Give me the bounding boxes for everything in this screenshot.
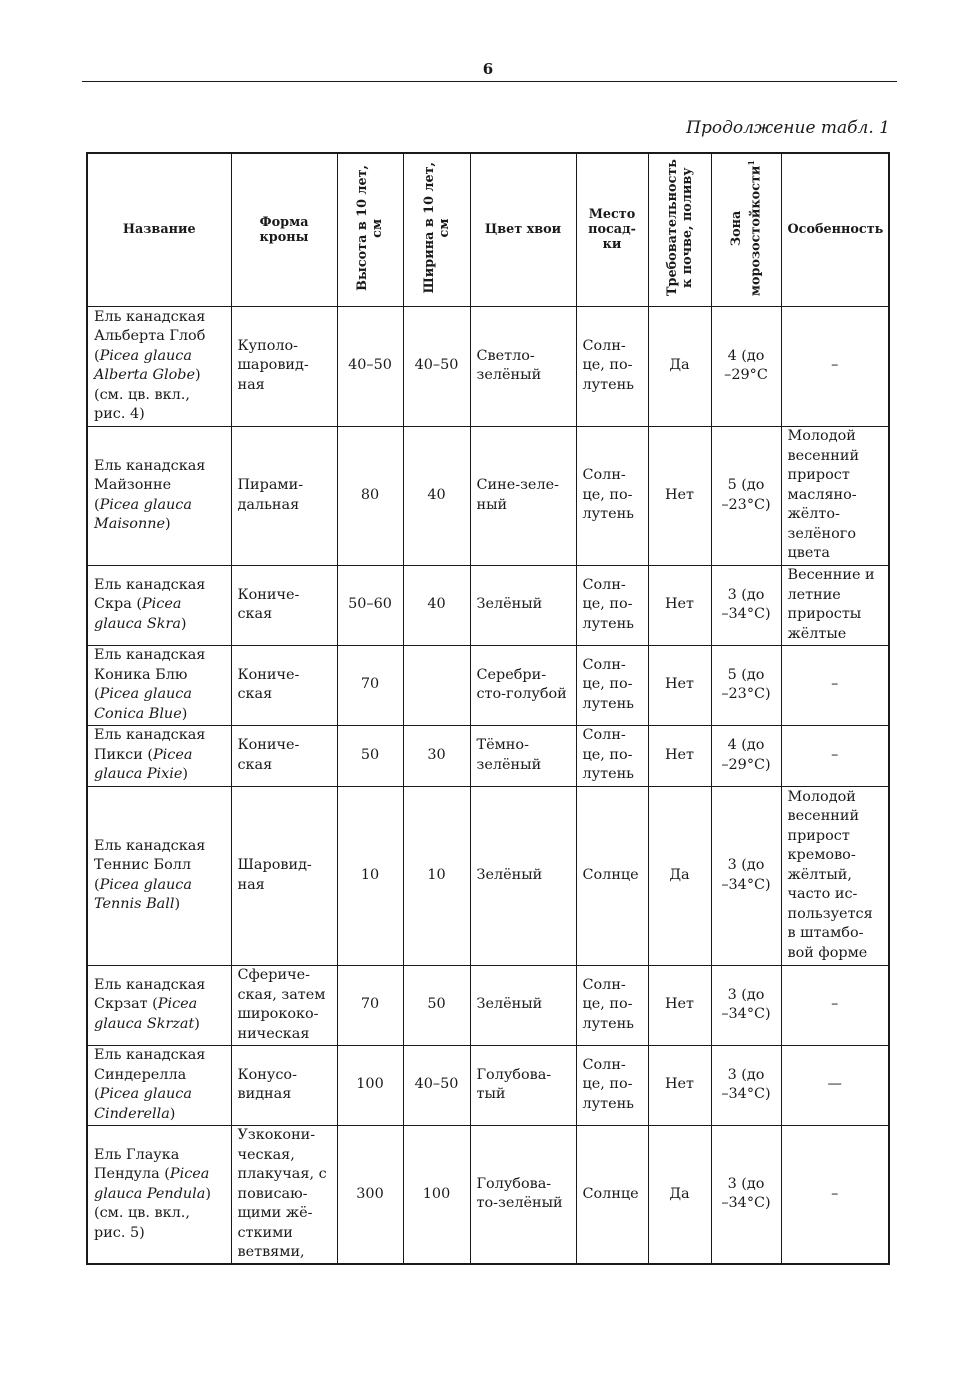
cell-width: [403, 645, 470, 725]
cell-name: Ель канадская Коника Блю (Picea glauca Conica Blue): [87, 645, 231, 725]
table-continuation-caption: Продолжение табл. 1: [686, 118, 890, 138]
latin-name: Picea glauca Tennis Ball: [94, 876, 192, 912]
table-row: [87, 786, 889, 965]
cell-height: 300: [337, 1125, 403, 1264]
cell-soil: Нет: [648, 965, 711, 1045]
cell-place: Солн- це, по- лутень: [576, 565, 648, 645]
cell-crown: Кониче- ская: [231, 645, 337, 725]
latin-name: Picea glauca Skrzat: [94, 996, 198, 1032]
table-row: [87, 1045, 889, 1125]
cell-soil: Нет: [648, 565, 711, 645]
conifer-table: [86, 152, 890, 1265]
cell-soil: Да: [648, 786, 711, 965]
cell-soil: Да: [648, 306, 711, 426]
header-place: Место посад- ки: [576, 153, 648, 306]
cell-zone: 3 (до –34°С): [711, 1125, 781, 1264]
cell-crown: Пирами- дальная: [231, 426, 337, 565]
cell-feature: –: [781, 645, 889, 725]
table-row: [87, 426, 889, 565]
cell-zone: 4 (до –29°С: [711, 306, 781, 426]
cell-height: 80: [337, 426, 403, 565]
cell-color: Светло- зелёный: [470, 306, 576, 426]
cell-place: Солнце: [576, 1125, 648, 1264]
header-color: Цвет хвои: [470, 153, 576, 306]
cell-color: Сине-зеле- ный: [470, 426, 576, 565]
cell-width: 40: [403, 565, 470, 645]
cell-soil: Да: [648, 1125, 711, 1264]
cell-name: Ель канадская Синдерелла (Picea glauca Cinderella): [87, 1045, 231, 1125]
cell-crown: Узкокони- ческая, плакучая, с повисаю- щими жё- сткими ветвями,: [231, 1125, 337, 1264]
cell-place: Солн- це, по- лутень: [576, 725, 648, 786]
cell-color: Зелёный: [470, 565, 576, 645]
cell-height: 50–60: [337, 565, 403, 645]
cell-soil: Нет: [648, 1045, 711, 1125]
header-crown: Форма кроны: [231, 153, 337, 306]
header-zone: Зона морозостойкости$^1$: [711, 153, 781, 306]
cell-feature: –: [781, 725, 889, 786]
cell-zone: 5 (до –23°С): [711, 426, 781, 565]
cell-name: Ель канадская Майзонне (Picea glauca Maisonne): [87, 426, 231, 565]
cell-height: 100: [337, 1045, 403, 1125]
cell-width: 40: [403, 426, 470, 565]
cell-place: Солн- це, по- лутень: [576, 645, 648, 725]
cell-crown: Кониче- ская: [231, 725, 337, 786]
latin-name: Picea glauca Maisonne: [94, 496, 192, 532]
cell-zone: 3 (до –34°С): [711, 1045, 781, 1125]
cell-crown: Кониче- ская: [231, 565, 337, 645]
cell-feature: Весенние и летние приросты жёлтые: [781, 565, 889, 645]
cell-name: Ель канадская Скра (Picea glauca Skra): [87, 565, 231, 645]
latin-name: Picea glauca Pixie: [94, 746, 193, 783]
cell-feature: –: [781, 1125, 889, 1264]
cell-width: 40–50: [403, 1045, 470, 1125]
cell-crown: Шаровид- ная: [231, 786, 337, 965]
cell-color: Зелёный: [470, 965, 576, 1045]
cell-width: 30: [403, 725, 470, 786]
cell-zone: 4 (до –29°С): [711, 725, 781, 786]
cell-name: Ель канадская Альберта Глоб (Picea glauca Alberta Globe) (см. цв. вкл., рис. 4): [87, 306, 231, 426]
cell-name: Ель Глаука Пендула (Picea glauca Pendula) (см. цв. вкл., рис. 5): [87, 1125, 231, 1264]
cell-feature: –: [781, 965, 889, 1045]
latin-name: Picea glauca Cinderella: [94, 1086, 192, 1122]
header-feature: Особенность: [781, 153, 889, 306]
header-name: Название: [87, 153, 231, 306]
cell-soil: Нет: [648, 426, 711, 565]
cell-crown: Куполо- шаровид- ная: [231, 306, 337, 426]
cell-width: 50: [403, 965, 470, 1045]
table-row: [87, 565, 889, 645]
cell-feature: –: [781, 306, 889, 426]
cell-zone: 3 (до –34°С): [711, 786, 781, 965]
header-width: Ширина в 10 лет, см: [403, 153, 470, 306]
header-soil: Требовательность к почве, поливу: [648, 153, 711, 306]
cell-place: Солн- це, по- лутень: [576, 1045, 648, 1125]
cell-crown: Конусо- видная: [231, 1045, 337, 1125]
cell-color: Зелёный: [470, 786, 576, 965]
table-row: [87, 1125, 889, 1264]
table-row: [87, 725, 889, 786]
cell-color: Тёмно- зелёный: [470, 725, 576, 786]
cell-zone: 3 (до –34°С): [711, 565, 781, 645]
table-row: [87, 645, 889, 725]
cell-feature: Молодой весенний прирост масляно- жёлто- зелёного цвета: [781, 426, 889, 565]
cell-zone: 3 (до –34°С): [711, 965, 781, 1045]
latin-name: Picea glauca Conica Blue: [94, 686, 192, 722]
cell-place: Солн- це, по- лутень: [576, 306, 648, 426]
cell-place: Солнце: [576, 786, 648, 965]
cell-height: 40–50: [337, 306, 403, 426]
cell-width: 10: [403, 786, 470, 965]
cell-color: Голубова- то-зелёный: [470, 1125, 576, 1264]
header-rule: [82, 81, 897, 82]
cell-name: Ель канадская Скрзат (Picea glauca Skrzat): [87, 965, 231, 1045]
cell-crown: Сфериче- ская, затем ширококо- ническая: [231, 965, 337, 1045]
cell-feature: Молодой весенний прирост кремово- жёлтый, часто ис- пользуется в штамбо- вой форме: [781, 786, 889, 965]
cell-place: Солн- це, по- лутень: [576, 426, 648, 565]
header-row: [87, 153, 889, 306]
cell-color: Голубова- тый: [470, 1045, 576, 1125]
cell-place: Солн- це, по- лутень: [576, 965, 648, 1045]
cell-width: 100: [403, 1125, 470, 1264]
cell-width: 40–50: [403, 306, 470, 426]
table-row: [87, 306, 889, 426]
header-height: Высота в 10 лет, см: [337, 153, 403, 306]
latin-name: Picea glauca Pendula: [94, 1166, 210, 1202]
cell-height: 50: [337, 725, 403, 786]
cell-zone: 5 (до –23°С): [711, 645, 781, 725]
cell-soil: Нет: [648, 725, 711, 786]
table-row: [87, 965, 889, 1045]
cell-feature: —: [781, 1045, 889, 1125]
page-number: 6: [482, 60, 494, 78]
cell-height: 70: [337, 965, 403, 1045]
latin-name: Picea glauca Alberta Globe: [94, 347, 196, 383]
latin-name: Picea glauca Skra: [94, 596, 182, 632]
cell-name: Ель канадская Пикси (Picea glauca Pixie): [87, 725, 231, 786]
cell-name: Ель канадская Теннис Болл (Picea glauca Tennis Ball): [87, 786, 231, 965]
cell-height: 70: [337, 645, 403, 725]
cell-color: Серебри- сто-голубой: [470, 645, 576, 725]
cell-height: 10: [337, 786, 403, 965]
cell-soil: Нет: [648, 645, 711, 725]
